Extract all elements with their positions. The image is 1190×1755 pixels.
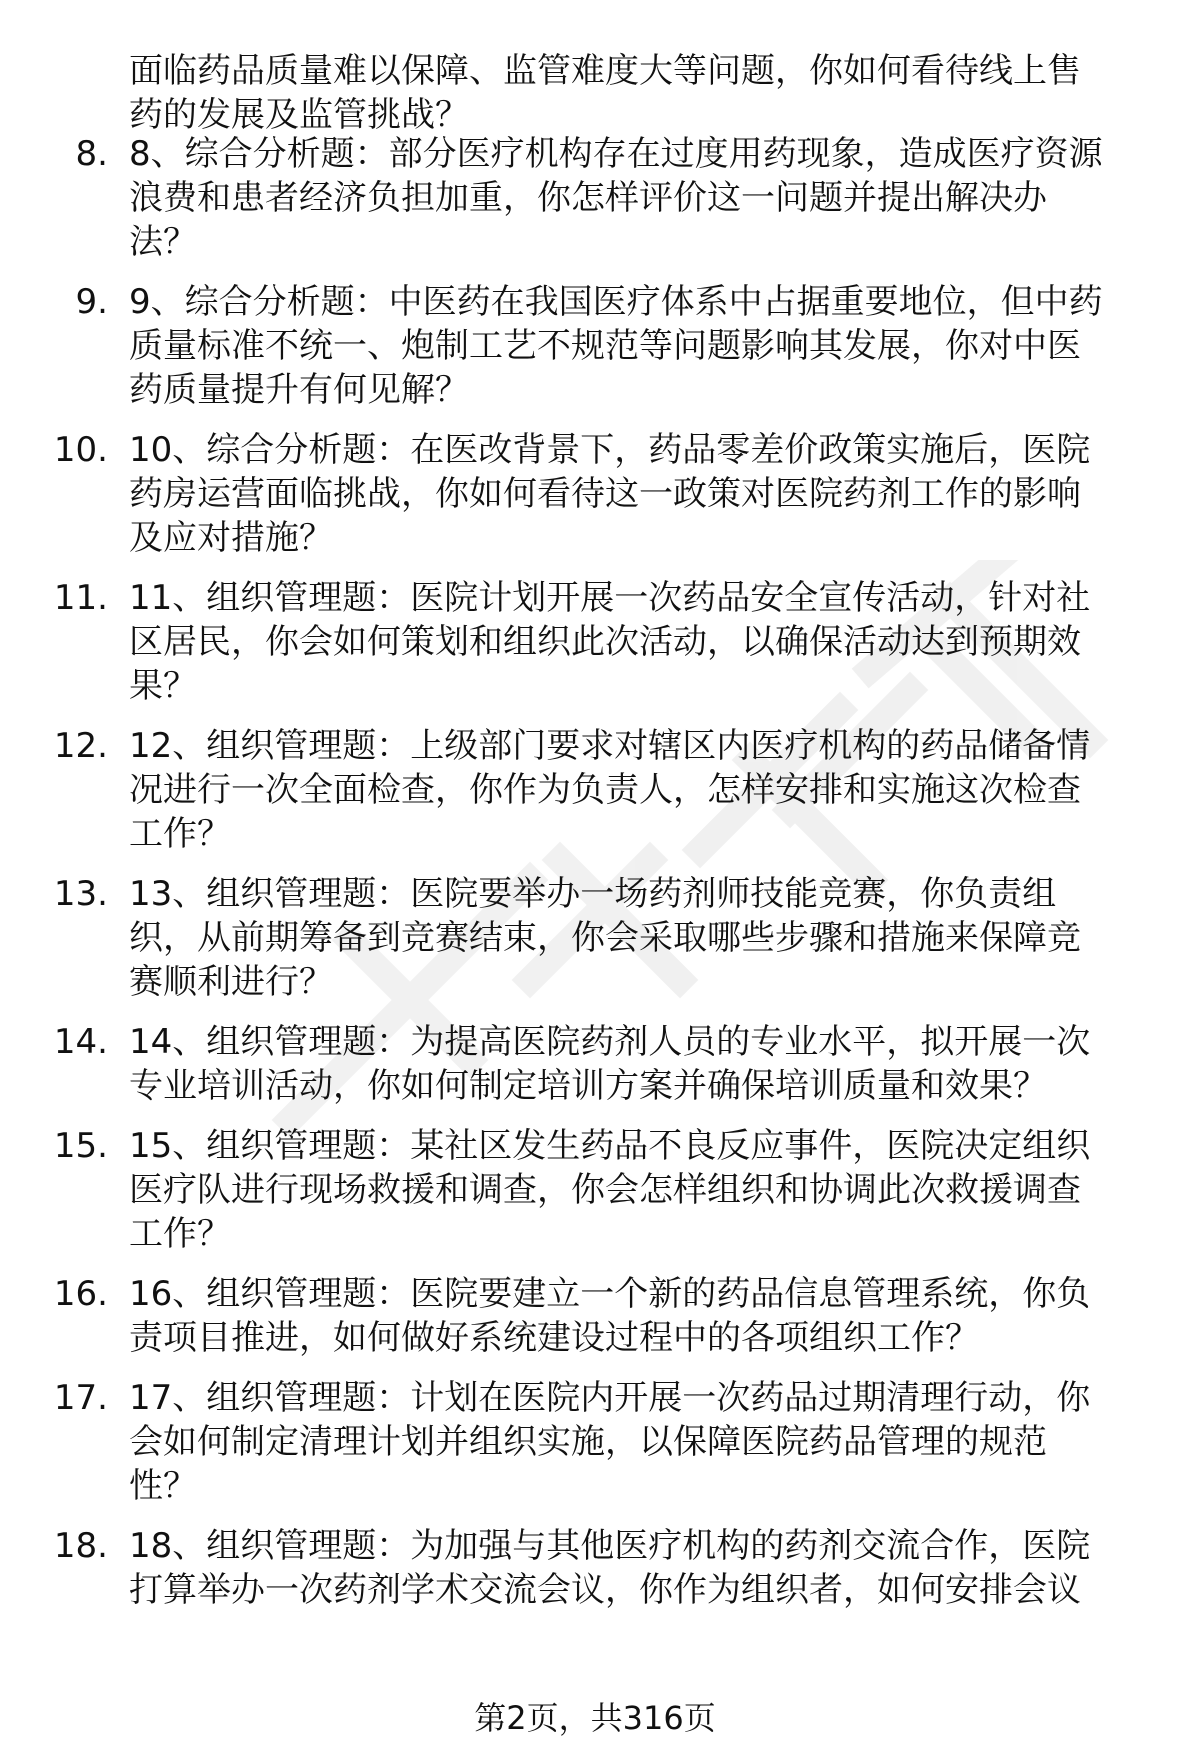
item-line: 专业培训活动，你如何制定培训方案并确保培训质量和效果？ — [129, 1066, 1047, 1106]
item-text — [129, 1020, 1159, 1108]
item-text — [129, 1272, 1159, 1360]
item-line: 10、综合分析题：在医改背景下，药品零差价政策实施后，医院 — [129, 430, 1091, 470]
item-number: 16. — [53, 1274, 108, 1314]
item-line: 工作？ — [129, 1214, 231, 1254]
list-item — [0, 1020, 1190, 1108]
list-item — [0, 872, 1190, 1004]
continuation-text — [129, 49, 1159, 137]
list-item — [0, 1272, 1190, 1360]
item-line: 打算举办一次药剂学术交流会议，你作为组织者，如何安排会议 — [129, 1570, 1081, 1610]
item-line: 13、组织管理题：医院要举办一场药剂师技能竞赛，你负责组 — [129, 874, 1057, 914]
item-number: 18. — [53, 1526, 108, 1566]
item-line: 浪费和患者经济负担加重，你怎样评价这一问题并提出解决办 — [129, 178, 1047, 218]
item-line: 17、组织管理题：计划在医院内开展一次药品过期清理行动，你 — [129, 1378, 1091, 1418]
item-line: 果？ — [129, 666, 197, 706]
item-line: 织，从前期筹备到竞赛结束，你会采取哪些步骤和措施来保障竞 — [129, 918, 1081, 958]
item-text — [129, 132, 1159, 264]
list-item — [0, 576, 1190, 708]
item-line: 15、组织管理题：某社区发生药品不良反应事件，医院决定组织 — [129, 1126, 1091, 1166]
item-line: 18、组织管理题：为加强与其他医疗机构的药剂交流合作，医院 — [129, 1526, 1091, 1566]
item-line: 工作？ — [129, 814, 231, 854]
item-line: 性？ — [129, 1466, 197, 1506]
item-line: 责项目推进，如何做好系统建设过程中的各项组织工作？ — [129, 1318, 979, 1358]
item-number: 8. — [75, 134, 108, 174]
item-line: 质量标准不统一、炮制工艺不规范等问题影响其发展，你对中医 — [129, 326, 1081, 366]
item-text — [129, 872, 1159, 1004]
list-item — [0, 132, 1190, 264]
item-line: 会如何制定清理计划并组织实施，以保障医院药品管理的规范 — [129, 1422, 1047, 1462]
item-line: 赛顺利进行？ — [129, 962, 333, 1002]
list-item — [0, 1376, 1190, 1508]
item-number: 11. — [53, 578, 108, 618]
item-line: 14、组织管理题：为提高医院药剂人员的专业水平，拟开展一次 — [129, 1022, 1091, 1062]
item-number: 10. — [53, 430, 108, 470]
item-text — [129, 576, 1159, 708]
item-line: 法？ — [129, 222, 197, 262]
item-number: 14. — [53, 1022, 108, 1062]
list-item — [0, 724, 1190, 856]
page-footer: 第2页，共316页 — [474, 1699, 716, 1737]
item-text — [129, 1524, 1159, 1612]
item-line: 及应对措施？ — [129, 518, 333, 558]
item-text — [129, 1376, 1159, 1508]
list-item — [0, 1124, 1190, 1256]
list-item — [0, 1524, 1190, 1612]
list-item — [0, 428, 1190, 560]
item-text — [129, 428, 1159, 560]
item-number: 13. — [53, 874, 108, 914]
item-number: 17. — [53, 1378, 108, 1418]
item-line: 药质量提升有何见解？ — [129, 370, 469, 410]
question-list — [0, 132, 1190, 1628]
list-item — [0, 280, 1190, 412]
item-text — [129, 724, 1159, 856]
continuation-line: 药的发展及监管挑战？ — [129, 95, 469, 135]
item-line: 12、组织管理题：上级部门要求对辖区内医疗机构的药品储备情 — [129, 726, 1091, 766]
item-line: 医疗队进行现场救援和调查，你会怎样组织和协调此次救援调查 — [129, 1170, 1081, 1210]
item-text — [129, 280, 1159, 412]
item-line: 11、组织管理题：医院计划开展一次药品安全宣传活动，针对社 — [129, 578, 1091, 618]
continuation-line: 面临药品质量难以保障、监管难度大等问题，你如何看待线上售 — [129, 51, 1081, 91]
item-line: 16、组织管理题：医院要建立一个新的药品信息管理系统，你负 — [129, 1274, 1091, 1314]
item-text — [129, 1124, 1159, 1256]
item-number: 15. — [53, 1126, 108, 1166]
item-line: 9、综合分析题：中医药在我国医疗体系中占据重要地位，但中药 — [129, 282, 1103, 322]
item-line: 8、综合分析题：部分医疗机构存在过度用药现象，造成医疗资源 — [129, 134, 1103, 174]
item-line: 况进行一次全面检查，你作为负责人，怎样安排和实施这次检查 — [129, 770, 1081, 810]
item-line: 区居民，你会如何策划和组织此次活动，以确保活动达到预期效 — [129, 622, 1081, 662]
item-number: 9. — [75, 282, 108, 322]
item-line: 药房运营面临挑战，你如何看待这一政策对医院药剂工作的影响 — [129, 474, 1081, 514]
item-number: 12. — [53, 726, 108, 766]
